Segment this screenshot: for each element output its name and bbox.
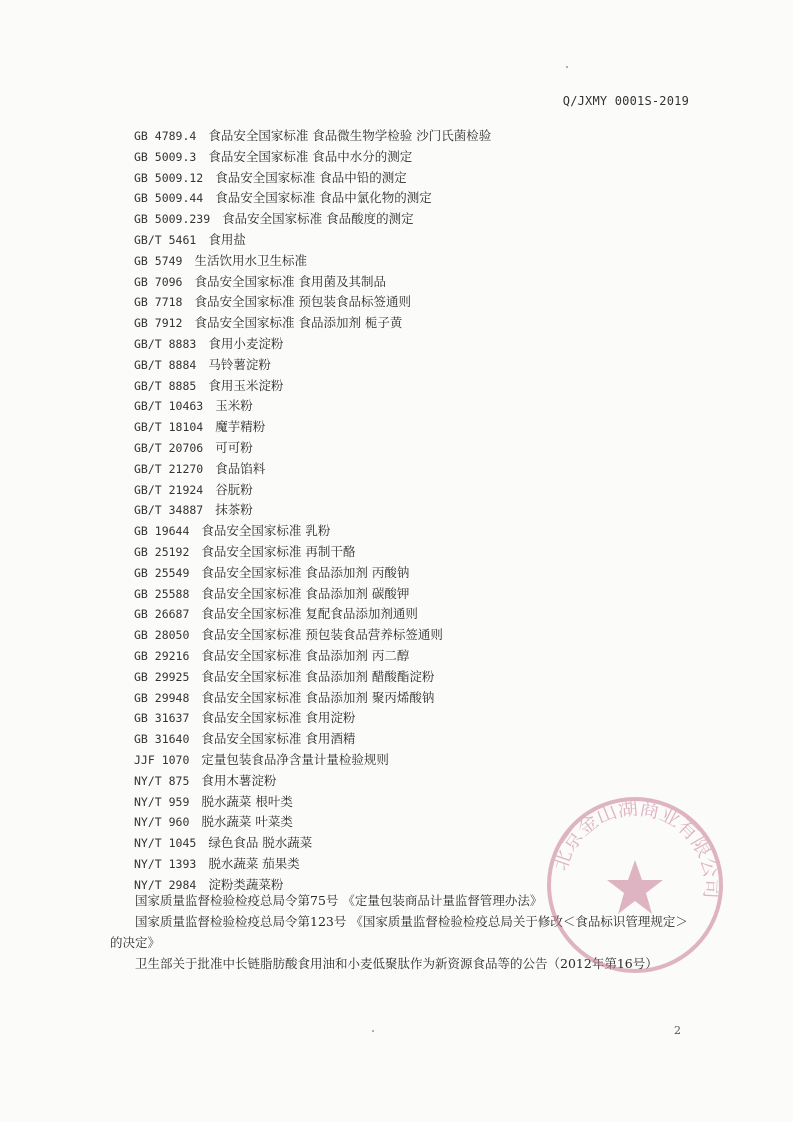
standard-code: GB 5009.44 (134, 191, 204, 206)
standard-code: JJF 1070 (134, 752, 190, 767)
standard-code: GB 29216 (134, 648, 190, 663)
reference-item (134, 209, 733, 230)
reference-item (134, 168, 733, 189)
standard-title: 食用玉米淀粉 (208, 377, 284, 393)
standard-title: 食品安全国家标准 食品酸度的测定 (222, 211, 414, 227)
standard-title: 食品安全国家标准 食品添加剂 碳酸钾 (201, 585, 410, 601)
standard-code: GB/T 20706 (134, 440, 204, 455)
reference-item (134, 376, 733, 397)
scan-speck (372, 1030, 374, 1032)
reference-item (134, 230, 733, 251)
seal-star-icon (607, 860, 663, 914)
reference-item (134, 604, 733, 625)
standard-title: 脱水蔬菜 根叶类 (201, 793, 293, 809)
reference-item (134, 625, 733, 646)
standard-title: 食品安全国家标准 再制干酪 (201, 543, 356, 559)
standard-code: GB/T 8884 (134, 357, 197, 372)
reference-item (134, 126, 733, 147)
standard-title: 食品安全国家标准 食品添加剂 醋酸酯淀粉 (201, 668, 435, 684)
reference-item (134, 542, 733, 563)
standard-code: GB 28050 (134, 628, 190, 643)
reference-item (134, 667, 733, 688)
reference-item (134, 147, 733, 168)
reference-item (134, 355, 733, 376)
scan-speck (566, 66, 568, 68)
standard-code: GB 5009.239 (134, 212, 211, 227)
standard-code: GB/T 5461 (134, 232, 197, 247)
standard-code: GB 31637 (134, 711, 190, 726)
standard-title: 食品安全国家标准 预包装食品标签通则 (194, 294, 411, 310)
standard-title: 食品安全国家标准 乳粉 (201, 523, 331, 539)
reference-item (134, 688, 733, 709)
standard-title: 食品安全国家标准 食用菌及其制品 (194, 273, 386, 289)
reference-item (134, 272, 733, 293)
standard-title: 食用小麦淀粉 (208, 335, 284, 351)
standard-title: 食用木薯淀粉 (201, 772, 277, 788)
standard-title: 脱水蔬菜 茄果类 (208, 855, 300, 871)
standard-title: 食品安全国家标准 食品添加剂 丙酸钠 (201, 564, 410, 580)
standard-code: GB/T 34887 (134, 503, 204, 518)
standard-code: GB 5749 (134, 253, 183, 268)
standard-code: NY/T 1393 (134, 856, 197, 871)
document-code: Q/JXMY 0001S-2019 (562, 94, 689, 108)
reference-item (134, 459, 733, 480)
standard-title: 食品安全国家标准 食品添加剂 聚丙烯酸钠 (201, 689, 435, 705)
reference-item (134, 750, 733, 771)
standard-title: 淀粉类蔬菜粉 (208, 876, 284, 892)
standard-title: 可可粉 (215, 439, 253, 455)
standard-title: 食品安全国家标准 复配食品添加剂通则 (201, 606, 418, 622)
standard-code: GB 31640 (134, 732, 190, 747)
reference-item (134, 292, 733, 313)
standard-code: GB/T 8885 (134, 378, 197, 393)
notice-paragraph: 卫生部关于批准中长链脂肪酸食用油和小麦低聚肽作为新资源食品等的公告（2012年第16号） (135, 956, 658, 971)
standard-title: 谷朊粉 (215, 481, 253, 497)
notice-paragraph: 国家质量监督检验检疫总局令第75号 《定量包装商品计量监督管理办法》 (135, 893, 543, 908)
reference-item (134, 584, 733, 605)
standard-code: GB/T 21270 (134, 461, 204, 476)
standard-title: 食品安全国家标准 食品添加剂 栀子黄 (194, 315, 403, 331)
standard-code: GB 4789.4 (134, 129, 197, 143)
standard-code: GB 7718 (134, 295, 183, 310)
standard-code: NY/T 2984 (134, 877, 197, 892)
standard-code: NY/T 960 (134, 815, 190, 830)
standard-code: GB 25588 (134, 586, 190, 601)
reference-item (134, 771, 733, 792)
standard-code: NY/T 875 (134, 773, 190, 788)
standard-code: GB 7096 (134, 274, 183, 289)
reference-item (134, 708, 733, 729)
reference-item (134, 396, 733, 417)
reference-item (134, 521, 733, 542)
standard-title: 定量包装食品净含量计量检验规则 (201, 751, 389, 767)
standard-title: 食品安全国家标准 食品中氯化物的测定 (215, 190, 432, 206)
standard-code: GB 29948 (134, 690, 190, 705)
seal-text: 北京金山湖商业有限公司 (547, 795, 725, 900)
standard-code: NY/T 1045 (134, 836, 197, 851)
standard-title: 抹茶粉 (215, 502, 253, 518)
standard-title: 脱水蔬菜 叶菜类 (201, 814, 293, 830)
standard-title: 食用盐 (208, 231, 246, 247)
reference-item (134, 313, 733, 334)
reference-item (134, 438, 733, 459)
company-seal-stamp (540, 790, 730, 980)
standard-title: 食品安全国家标准 食品微生物学检验 沙门氏菌检验 (208, 128, 492, 143)
normative-references-list (134, 126, 733, 895)
page-number: 2 (674, 1024, 681, 1037)
reference-item (134, 646, 733, 667)
reference-item (134, 334, 733, 355)
standard-code: GB/T 21924 (134, 482, 204, 497)
standard-title: 绿色食品 脱水蔬菜 (208, 835, 313, 851)
standard-code: GB/T 18104 (134, 420, 204, 435)
standard-title: 食品馅料 (215, 460, 266, 476)
standard-title: 食品安全国家标准 食品中水分的测定 (208, 148, 413, 164)
standard-title: 食品安全国家标准 食品中铅的测定 (215, 169, 407, 185)
standard-code: GB 7912 (134, 316, 183, 331)
standard-code: GB 19644 (134, 524, 190, 539)
standard-title: 马铃薯淀粉 (208, 356, 271, 372)
standard-code: GB/T 8883 (134, 336, 197, 351)
reference-item (134, 251, 733, 272)
standard-title: 食品安全国家标准 食品添加剂 丙二醇 (201, 647, 410, 663)
standard-title: 食品安全国家标准 预包装食品营养标签通则 (201, 627, 443, 643)
standard-code: GB 25192 (134, 544, 190, 559)
standard-code: NY/T 959 (134, 794, 190, 809)
standard-title: 生活饮用水卫生标准 (194, 252, 307, 268)
standard-code: GB 5009.12 (134, 170, 204, 185)
reference-item (134, 500, 733, 521)
standard-code: GB 26687 (134, 607, 190, 622)
standard-title: 食品安全国家标准 食用淀粉 (201, 710, 356, 726)
reference-item (134, 188, 733, 209)
reference-item (134, 417, 733, 438)
standard-code: GB 29925 (134, 669, 190, 684)
reference-item (134, 563, 733, 584)
notice-paragraph: 国家质量监督检验检疫总局令第123号 《国家质量监督检验检疫总局关于修改＜食品标识管理规定＞的决定》 (110, 914, 688, 950)
standard-title: 食品安全国家标准 食用酒精 (201, 731, 356, 747)
standard-code: GB 5009.3 (134, 149, 197, 164)
standard-code: GB 25549 (134, 565, 190, 580)
reference-item (134, 729, 733, 750)
standard-code: GB/T 10463 (134, 399, 204, 414)
standard-title: 玉米粉 (215, 398, 253, 414)
standard-title: 魔芋精粉 (215, 419, 266, 435)
reference-item (134, 480, 733, 501)
